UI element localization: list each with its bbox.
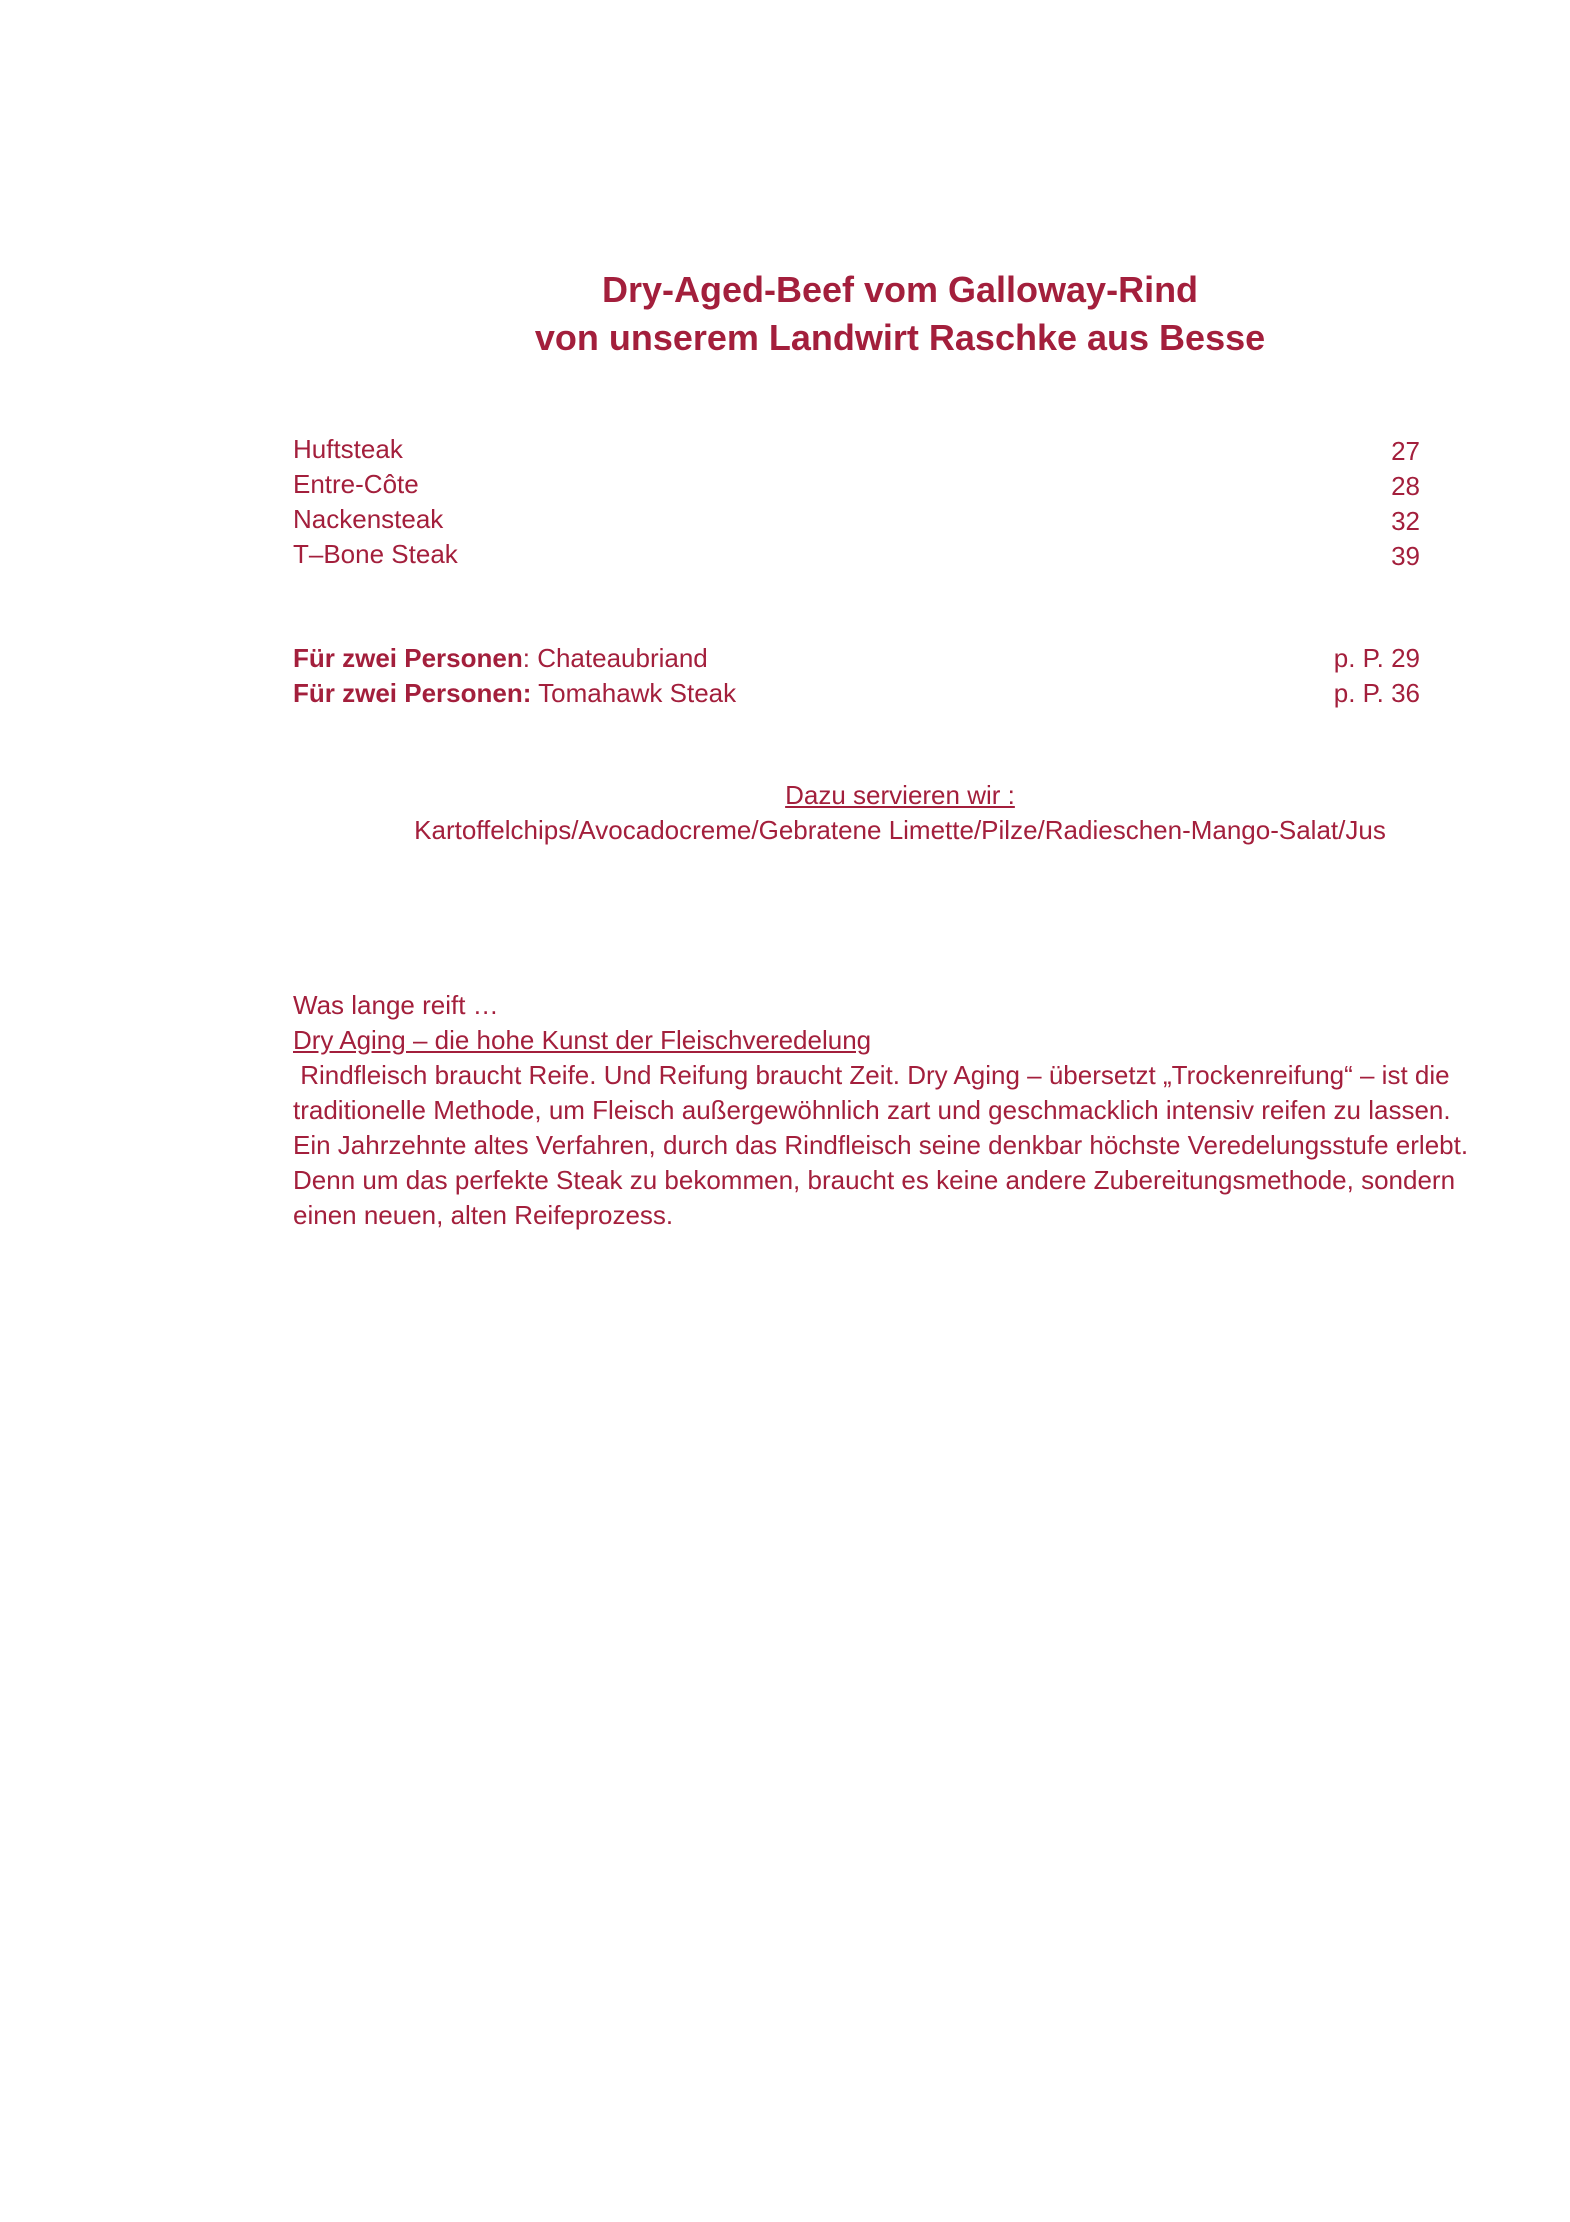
title-line-2: von unserem Landwirt Raschke aus Besse: [534, 317, 1266, 358]
item-price: p. P. 29: [1333, 643, 1420, 673]
item-name: T–Bone Steak: [293, 539, 458, 569]
title-line-1: Dry-Aged-Beef vom Galloway-Rind: [601, 269, 1199, 310]
item-price: 32: [1391, 506, 1420, 536]
sides-items: Kartoffelchips/Avocadocreme/Gebratene Limette/Pilze/Radieschen-Mango-Salat/Jus: [414, 815, 1386, 845]
for-two-label: Für zwei Personen: [293, 643, 523, 673]
info-subheading: Dry Aging – die hohe Kunst der Fleischveredelung: [293, 1025, 872, 1055]
list-item: [293, 432, 1420, 467]
for-two-label: Für zwei Personen:: [293, 678, 532, 708]
item-name: Nackensteak: [293, 504, 444, 534]
for-two-list: [293, 641, 1420, 711]
steak-list: [293, 432, 1420, 572]
list-item: [293, 676, 1420, 711]
label-separator: :: [522, 643, 538, 673]
item-name: Tomahawk Steak: [538, 678, 737, 708]
item-price: 39: [1391, 541, 1420, 571]
info-intro: Was lange reift …: [293, 990, 499, 1020]
dry-aging-info: [293, 988, 1493, 1233]
item-name: Chateaubriand: [537, 643, 708, 673]
item-price: 28: [1391, 471, 1420, 501]
info-text-line: Ein Jahrzehnte altes Verfahren, durch das Rindfleisch seine denkbar höchste Veredelungsstufe erlebt.: [293, 1130, 1469, 1160]
list-item: [293, 641, 1420, 676]
sides-heading: Dazu servieren wir :: [785, 780, 1015, 810]
list-item: [293, 467, 1420, 502]
info-text-line: einen neuen, alten Reifeprozess.: [293, 1200, 674, 1230]
item-name: Huftsteak: [293, 434, 403, 464]
list-item: [293, 537, 1420, 572]
list-item: [293, 502, 1420, 537]
item-price: 27: [1391, 436, 1420, 466]
info-text-line: traditionelle Methode, um Fleisch außergewöhnlich zart und geschmacklich intensiv reifen zu lassen.: [293, 1095, 1451, 1125]
item-name: Entre-Côte: [293, 469, 419, 499]
info-text-line: Denn um das perfekte Steak zu bekommen, braucht es keine andere Zubereitungsmethode, sondern: [293, 1165, 1456, 1195]
item-price: p. P. 36: [1333, 678, 1420, 708]
info-text-line: Rindfleisch braucht Reife. Und Reifung braucht Zeit. Dry Aging – übersetzt „Trockenreifung“ – ist die: [293, 1060, 1450, 1090]
page-title: [400, 266, 1400, 362]
sides-section: [300, 778, 1500, 848]
